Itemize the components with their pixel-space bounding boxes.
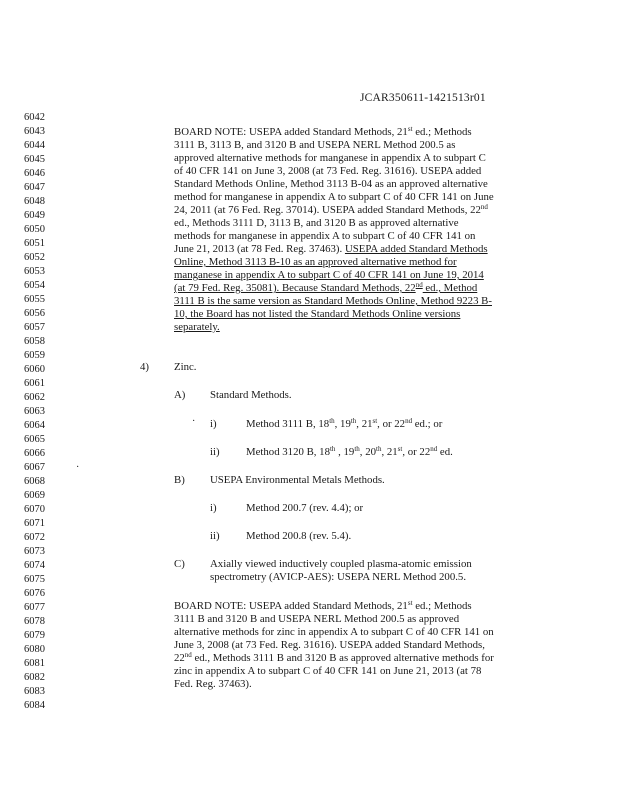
line-number: 6083 [24,686,45,697]
line-number: 6069 [24,490,45,501]
note-line: Fed. Reg. 37463). [174,678,252,690]
inserted-text: manganese in appendix A to subpart C of 40 CFR 141 on June 19, 2014 [174,269,484,281]
line-number: 6042 [24,112,45,123]
note-line: BOARD NOTE: USEPA added Standard Methods, 21st ed.; Methods [174,599,472,612]
note-line: 22nd ed., Methods 3111 B and 3120 B as approved alternative methods for [174,651,494,664]
subitem-label: A) [174,389,186,401]
note-line: approved alternative methods for manganese in appendix A to subpart C [174,152,486,164]
item-number: 4) [140,361,149,373]
line-number: 6047 [24,182,45,193]
line-number: 6061 [24,378,45,389]
clause-text: Method 200.7 (rev. 4.4); or [246,502,364,514]
clause-text: Method 200.8 (rev. 5.4). [246,530,352,542]
note-line: zinc in appendix A to subpart C of 40 CFR 141 on June 21, 2013 (at 78 [174,665,482,677]
line-number: 6064 [24,420,45,431]
line-number: 6066 [24,448,45,459]
line-number: 6044 [24,140,45,151]
subitem-label: B) [174,474,185,486]
item-title: Zinc. [174,361,197,373]
subitem-label: C) [174,558,185,570]
line-number: 6063 [24,406,45,417]
note-line: BOARD NOTE: USEPA added Standard Methods, 21st ed.; Methods [174,125,472,138]
inserted-text: Online, Method 3113 B-10 as an approved alternative method for [174,256,457,268]
clause-text: Method 3120 B, 18th , 19th, 20th, 21st, or 22nd ed. [246,445,453,458]
clause-label: i) [210,502,217,514]
note-line: methods for manganese in appendix A to subpart C of 40 CFR 141 on [174,230,476,242]
margin-mark: · [76,462,80,473]
note-line: alternative methods for zinc in appendix A to subpart C of 40 CFR 141 on [174,626,494,638]
inserted-text: separately. [174,321,220,333]
line-number: 6071 [24,518,45,529]
note-line: June 21, 2013 (at 78 Fed. Reg. 37463). USEPA added Standard Methods [174,243,488,255]
line-number: 6045 [24,154,45,165]
line-number: 6056 [24,308,45,319]
note-line: ed., Methods 3111 D, 3113 B, and 3120 B as approved alternative [174,217,459,229]
subitem-text: Axially viewed inductively coupled plasma-atomic emission [210,558,472,570]
note-line: 24, 2011 (at 76 Fed. Reg. 37014). USEPA added Standard Methods, 22nd [174,203,488,216]
line-number: 6072 [24,532,45,543]
line-number: 6043 [24,126,45,137]
subitem-title: Standard Methods. [210,389,292,401]
line-number: 6048 [24,196,45,207]
line-number: 6078 [24,616,45,627]
line-number: 6055 [24,294,45,305]
line-number: 6051 [24,238,45,249]
note-line: (at 79 Fed. Reg. 35081). Because Standard Methods, 22nd ed., Method [174,281,478,294]
note-line: June 3, 2008 (at 73 Fed. Reg. 31616). USEPA added Standard Methods, [174,639,485,651]
subitem-text: spectrometry (AVICP-AES): USEPA NERL Method 200.5. [210,571,467,583]
line-number: 6046 [24,168,45,179]
clause-label: ii) [210,446,220,458]
document-id: JCAR350611-1421513r01 [360,92,486,104]
line-number: 6062 [24,392,45,403]
inserted-text: USEPA added Standard Methods [344,243,488,255]
line-number: 6076 [24,588,45,599]
clause-label: i) [210,418,217,430]
clause-label: ii) [210,530,220,542]
note-line: method for manganese in appendix A to subpart C of 40 CFR 141 on June [174,191,494,203]
inserted-text: 3111 B is the same version as Standard Methods Online, Method 9223 B- [174,295,492,307]
line-number: 6052 [24,252,45,263]
note-line: of 40 CFR 141 on June 3, 2008 (at 73 Fed. Reg. 31616). USEPA added [174,165,482,177]
line-number: 6070 [24,504,45,515]
line-number: 6057 [24,322,45,333]
clause-text: Method 3111 B, 18th, 19th, 21st, or 22nd ed.; or [246,417,443,430]
line-number: 6074 [24,560,45,571]
line-number: 6068 [24,476,45,487]
line-number: 6077 [24,602,45,613]
note-line: 3111 B and 3120 B and USEPA NERL Method 200.5 as approved [174,613,460,625]
line-number: 6073 [24,546,45,557]
line-number: 6059 [24,350,45,361]
subitem-title: USEPA Environmental Metals Methods. [210,474,385,486]
note-line: Standard Methods Online, Method 3113 B-04 as an approved alternative [174,178,488,190]
line-number: 6065 [24,434,45,445]
line-number: 6080 [24,644,45,655]
margin-mark: · [192,416,196,427]
line-number: 6050 [24,224,45,235]
inserted-text: 10, the Board has not listed the Standard Methods Online versions [174,308,461,320]
line-number: 6082 [24,672,45,683]
note-line: 3111 B, 3113 B, and 3120 B and USEPA NERL Method 200.5 as [174,139,456,151]
line-number: 6075 [24,574,45,585]
line-number: 6084 [24,700,45,711]
line-number: 6081 [24,658,45,669]
line-number: 6067 [24,462,45,473]
line-number: 6058 [24,336,45,347]
line-number: 6053 [24,266,45,277]
line-number: 6060 [24,364,45,375]
line-number: 6054 [24,280,45,291]
line-number: 6079 [24,630,45,641]
line-number: 6049 [24,210,45,221]
